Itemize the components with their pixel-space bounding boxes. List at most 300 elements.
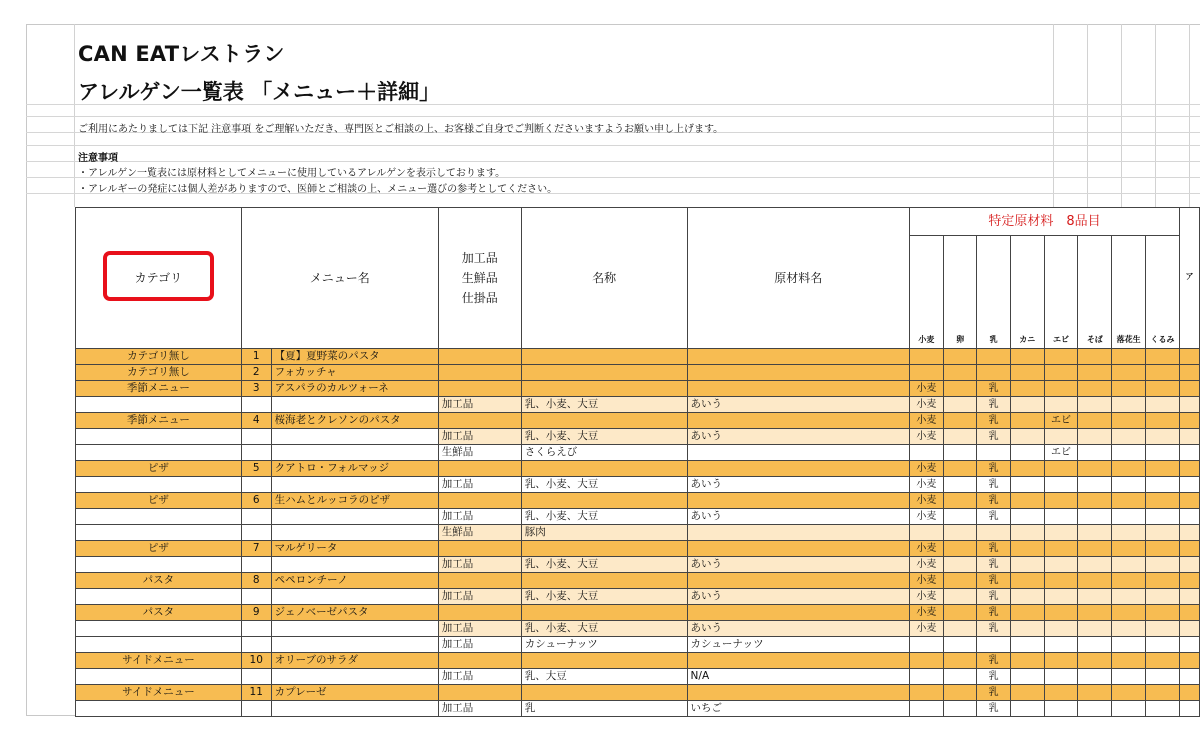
cell-name[interactable]: 乳、大豆 — [521, 669, 687, 685]
cell-allergen[interactable]: 乳 — [977, 477, 1011, 493]
cell-ingredients[interactable] — [687, 493, 909, 509]
cell-allergen[interactable] — [1010, 381, 1044, 397]
cell-type[interactable]: 加工品 — [438, 589, 521, 605]
menu-row[interactable] — [76, 605, 1200, 621]
cell-allergen[interactable] — [1146, 653, 1180, 669]
cell-allergen[interactable] — [977, 525, 1011, 541]
cell-allergen[interactable] — [1078, 381, 1112, 397]
cell-allergen[interactable] — [943, 637, 977, 653]
cell-allergen[interactable]: 乳 — [977, 685, 1011, 701]
cell-category[interactable]: ピザ — [76, 541, 242, 557]
cell-category[interactable] — [76, 637, 242, 653]
cell-category[interactable]: パスタ — [76, 573, 242, 589]
cell-ingredients[interactable]: あいう — [687, 477, 909, 493]
cell-allergen[interactable]: 小麦 — [909, 413, 943, 429]
cell-number[interactable]: 2 — [241, 365, 271, 381]
cell-allergen[interactable] — [977, 349, 1011, 365]
menu-row[interactable] — [76, 493, 1200, 509]
cell-allergen[interactable] — [1010, 477, 1044, 493]
cell-allergen[interactable]: 乳 — [977, 509, 1011, 525]
cell-allergen[interactable]: 乳 — [977, 429, 1011, 445]
cell-number[interactable] — [241, 397, 271, 413]
cell-ingredients[interactable] — [687, 525, 909, 541]
menu-row[interactable] — [76, 349, 1200, 365]
cell-allergen[interactable] — [943, 509, 977, 525]
cell-allergen[interactable] — [1010, 701, 1044, 717]
cell-allergen[interactable] — [943, 573, 977, 589]
cell-allergen[interactable] — [1112, 605, 1146, 621]
cell-allergen[interactable] — [1146, 461, 1180, 477]
cell-allergen[interactable] — [1146, 445, 1180, 461]
cell-allergen[interactable] — [977, 637, 1011, 653]
cell-allergen[interactable] — [1010, 621, 1044, 637]
cell-allergen[interactable]: 乳 — [977, 413, 1011, 429]
cell-name[interactable] — [521, 413, 687, 429]
cell-allergen[interactable] — [909, 525, 943, 541]
cell-cut-column[interactable] — [1180, 685, 1200, 701]
cell-allergen[interactable] — [1010, 605, 1044, 621]
cell-number[interactable]: 7 — [241, 541, 271, 557]
cell-allergen[interactable] — [1146, 573, 1180, 589]
ingredient-row[interactable] — [76, 621, 1200, 637]
cell-allergen[interactable] — [1010, 557, 1044, 573]
cell-menu-name[interactable] — [271, 589, 438, 605]
ingredient-row[interactable] — [76, 669, 1200, 685]
cell-allergen[interactable] — [1078, 541, 1112, 557]
cell-allergen[interactable] — [1112, 461, 1146, 477]
cell-allergen[interactable] — [1044, 349, 1078, 365]
cell-number[interactable] — [241, 525, 271, 541]
cell-allergen[interactable] — [943, 413, 977, 429]
cell-allergen[interactable] — [1146, 429, 1180, 445]
cell-ingredients[interactable]: あいう — [687, 397, 909, 413]
header-name[interactable]: 名称 — [521, 208, 687, 349]
cell-allergen[interactable] — [1146, 381, 1180, 397]
cell-allergen[interactable] — [1078, 493, 1112, 509]
cell-allergen[interactable] — [943, 493, 977, 509]
cell-allergen[interactable] — [1078, 701, 1112, 717]
cell-allergen[interactable] — [1146, 589, 1180, 605]
cell-category[interactable]: サイドメニュー — [76, 685, 242, 701]
cell-cut-column[interactable] — [1180, 605, 1200, 621]
cell-allergen[interactable]: 乳 — [977, 493, 1011, 509]
cell-cut-column[interactable] — [1180, 461, 1200, 477]
ingredient-row[interactable] — [76, 445, 1200, 461]
cell-cut-column[interactable] — [1180, 509, 1200, 525]
cell-allergen[interactable] — [1112, 413, 1146, 429]
cell-allergen[interactable] — [1010, 573, 1044, 589]
cell-allergen[interactable] — [1146, 621, 1180, 637]
cell-category[interactable]: 季節メニュー — [76, 413, 242, 429]
cell-number[interactable] — [241, 557, 271, 573]
menu-row[interactable] — [76, 541, 1200, 557]
cell-number[interactable]: 8 — [241, 573, 271, 589]
cell-cut-column[interactable] — [1180, 429, 1200, 445]
cell-name[interactable]: 乳、小麦、大豆 — [521, 397, 687, 413]
cell-ingredients[interactable]: あいう — [687, 509, 909, 525]
cell-category[interactable] — [76, 397, 242, 413]
cell-allergen[interactable] — [1010, 445, 1044, 461]
cell-allergen[interactable] — [1146, 605, 1180, 621]
cell-allergen[interactable] — [1078, 589, 1112, 605]
cell-allergen[interactable] — [1146, 493, 1180, 509]
cell-number[interactable]: 4 — [241, 413, 271, 429]
cell-category[interactable]: パスタ — [76, 605, 242, 621]
cell-name[interactable] — [521, 381, 687, 397]
cell-allergen[interactable] — [1044, 381, 1078, 397]
cell-type[interactable] — [438, 573, 521, 589]
cell-menu-name[interactable]: ジェノベーゼパスタ — [271, 605, 438, 621]
cell-category[interactable] — [76, 621, 242, 637]
cell-menu-name[interactable] — [271, 397, 438, 413]
cell-ingredients[interactable] — [687, 541, 909, 557]
cell-category[interactable]: 季節メニュー — [76, 381, 242, 397]
cell-allergen[interactable] — [1112, 701, 1146, 717]
cell-allergen[interactable] — [1146, 541, 1180, 557]
cell-cut-column[interactable] — [1180, 493, 1200, 509]
cell-allergen[interactable] — [909, 653, 943, 669]
cell-number[interactable]: 11 — [241, 685, 271, 701]
cell-allergen[interactable] — [1044, 669, 1078, 685]
cell-allergen[interactable] — [1146, 669, 1180, 685]
cell-number[interactable] — [241, 701, 271, 717]
cell-allergen[interactable] — [1112, 477, 1146, 493]
cell-allergen[interactable] — [1112, 685, 1146, 701]
cell-name[interactable]: 豚肉 — [521, 525, 687, 541]
cell-category[interactable]: ピザ — [76, 493, 242, 509]
menu-row[interactable] — [76, 653, 1200, 669]
cell-allergen[interactable] — [1078, 365, 1112, 381]
cell-menu-name[interactable]: マルゲリータ — [271, 541, 438, 557]
header-menu-name[interactable]: メニュー名 — [241, 208, 438, 349]
cell-name[interactable]: 乳 — [521, 701, 687, 717]
cell-menu-name[interactable]: ペペロンチーノ — [271, 573, 438, 589]
cell-allergen[interactable] — [1146, 509, 1180, 525]
cell-allergen[interactable]: 乳 — [977, 701, 1011, 717]
cell-ingredients[interactable] — [687, 413, 909, 429]
cell-number[interactable] — [241, 669, 271, 685]
cell-cut-column[interactable] — [1180, 573, 1200, 589]
cell-allergen[interactable]: 乳 — [977, 669, 1011, 685]
cell-allergen[interactable]: 乳 — [977, 397, 1011, 413]
cell-allergen[interactable]: 乳 — [977, 557, 1011, 573]
cell-allergen[interactable]: 乳 — [977, 589, 1011, 605]
cell-ingredients[interactable] — [687, 573, 909, 589]
cell-menu-name[interactable]: アスパラのカルツォーネ — [271, 381, 438, 397]
cell-ingredients[interactable] — [687, 381, 909, 397]
cell-cut-column[interactable] — [1180, 557, 1200, 573]
cell-cut-column[interactable] — [1180, 637, 1200, 653]
cell-cut-column[interactable] — [1180, 669, 1200, 685]
cell-cut-column[interactable] — [1180, 477, 1200, 493]
cell-allergen[interactable] — [1112, 637, 1146, 653]
cell-number[interactable] — [241, 445, 271, 461]
cell-allergen[interactable]: 小麦 — [909, 589, 943, 605]
cell-menu-name[interactable] — [271, 525, 438, 541]
cell-allergen[interactable] — [1112, 429, 1146, 445]
cell-cut-column[interactable] — [1180, 413, 1200, 429]
cell-allergen[interactable]: 乳 — [977, 605, 1011, 621]
cell-allergen[interactable] — [1078, 445, 1112, 461]
cell-allergen[interactable] — [1044, 589, 1078, 605]
cell-allergen[interactable] — [1044, 605, 1078, 621]
cell-category[interactable] — [76, 429, 242, 445]
cell-allergen[interactable] — [943, 429, 977, 445]
cell-category[interactable] — [76, 477, 242, 493]
cell-number[interactable] — [241, 477, 271, 493]
cell-menu-name[interactable] — [271, 509, 438, 525]
cell-name[interactable] — [521, 685, 687, 701]
cell-category[interactable] — [76, 509, 242, 525]
cell-name[interactable]: 乳、小麦、大豆 — [521, 557, 687, 573]
cell-allergen[interactable] — [1010, 669, 1044, 685]
cell-allergen[interactable] — [1078, 653, 1112, 669]
cell-type[interactable]: 加工品 — [438, 621, 521, 637]
cell-type[interactable] — [438, 685, 521, 701]
cell-type[interactable]: 加工品 — [438, 477, 521, 493]
cell-allergen[interactable] — [943, 653, 977, 669]
cell-number[interactable] — [241, 509, 271, 525]
cell-allergen[interactable] — [1044, 653, 1078, 669]
cell-type[interactable]: 加工品 — [438, 637, 521, 653]
cell-type[interactable] — [438, 461, 521, 477]
cell-allergen[interactable]: 小麦 — [909, 509, 943, 525]
cell-cut-column[interactable] — [1180, 653, 1200, 669]
cell-allergen[interactable] — [1146, 365, 1180, 381]
cell-menu-name[interactable] — [271, 637, 438, 653]
menu-row[interactable] — [76, 685, 1200, 701]
cell-allergen[interactable] — [1078, 685, 1112, 701]
cell-ingredients[interactable]: あいう — [687, 429, 909, 445]
cell-name[interactable]: さくらえび — [521, 445, 687, 461]
cell-ingredients[interactable] — [687, 365, 909, 381]
cell-allergen[interactable] — [1146, 557, 1180, 573]
cell-allergen[interactable] — [1078, 349, 1112, 365]
cell-menu-name[interactable]: 生ハムとルッコラのピザ — [271, 493, 438, 509]
cell-allergen[interactable] — [1112, 541, 1146, 557]
cell-type[interactable] — [438, 605, 521, 621]
cell-allergen[interactable]: 乳 — [977, 621, 1011, 637]
cell-menu-name[interactable] — [271, 701, 438, 717]
cell-allergen[interactable]: 小麦 — [909, 493, 943, 509]
cell-allergen[interactable]: 小麦 — [909, 557, 943, 573]
cell-allergen[interactable] — [1078, 669, 1112, 685]
ingredient-row[interactable] — [76, 397, 1200, 413]
cell-allergen[interactable] — [943, 477, 977, 493]
cell-allergen[interactable] — [1044, 365, 1078, 381]
cell-number[interactable] — [241, 621, 271, 637]
cell-allergen[interactable]: 乳 — [977, 573, 1011, 589]
cell-category[interactable]: カテゴリ無し — [76, 349, 242, 365]
ingredient-row[interactable] — [76, 701, 1200, 717]
cell-allergen[interactable] — [1010, 461, 1044, 477]
cell-allergen[interactable]: 乳 — [977, 653, 1011, 669]
cell-menu-name[interactable]: カプレーゼ — [271, 685, 438, 701]
cell-category[interactable]: サイドメニュー — [76, 653, 242, 669]
cell-allergen[interactable]: 乳 — [977, 381, 1011, 397]
cell-name[interactable]: 乳、小麦、大豆 — [521, 477, 687, 493]
cell-allergen[interactable] — [1112, 653, 1146, 669]
cell-allergen[interactable] — [1112, 493, 1146, 509]
cell-number[interactable]: 6 — [241, 493, 271, 509]
cell-ingredients[interactable] — [687, 349, 909, 365]
cell-allergen[interactable] — [1078, 573, 1112, 589]
cell-number[interactable] — [241, 429, 271, 445]
cell-allergen[interactable] — [943, 381, 977, 397]
cell-allergen[interactable] — [1112, 525, 1146, 541]
cell-cut-column[interactable] — [1180, 541, 1200, 557]
cell-category[interactable] — [76, 557, 242, 573]
cell-menu-name[interactable] — [271, 445, 438, 461]
cell-allergen[interactable] — [1112, 621, 1146, 637]
cell-cut-column[interactable] — [1180, 525, 1200, 541]
cell-allergen[interactable]: 小麦 — [909, 541, 943, 557]
cell-allergen[interactable]: エビ — [1044, 445, 1078, 461]
cell-type[interactable]: 加工品 — [438, 669, 521, 685]
cell-cut-column[interactable] — [1180, 365, 1200, 381]
cell-name[interactable] — [521, 461, 687, 477]
ingredient-row[interactable] — [76, 429, 1200, 445]
cell-type[interactable] — [438, 541, 521, 557]
cell-name[interactable] — [521, 365, 687, 381]
cell-ingredients[interactable]: あいう — [687, 589, 909, 605]
cell-name[interactable]: カシューナッツ — [521, 637, 687, 653]
cell-menu-name[interactable]: 【夏】夏野菜のパスタ — [271, 349, 438, 365]
menu-row[interactable] — [76, 413, 1200, 429]
cell-name[interactable] — [521, 541, 687, 557]
cell-allergen[interactable] — [1010, 365, 1044, 381]
cell-allergen[interactable] — [1078, 637, 1112, 653]
cell-allergen[interactable] — [1044, 509, 1078, 525]
cell-category[interactable] — [76, 589, 242, 605]
cell-allergen[interactable] — [943, 685, 977, 701]
cell-name[interactable]: 乳、小麦、大豆 — [521, 589, 687, 605]
cell-type[interactable]: 加工品 — [438, 429, 521, 445]
cell-allergen[interactable]: 小麦 — [909, 477, 943, 493]
cell-allergen[interactable] — [977, 445, 1011, 461]
cell-allergen[interactable] — [1112, 573, 1146, 589]
cell-ingredients[interactable]: あいう — [687, 557, 909, 573]
cell-allergen[interactable] — [943, 397, 977, 413]
cell-allergen[interactable] — [1112, 509, 1146, 525]
cell-name[interactable] — [521, 653, 687, 669]
cell-allergen[interactable] — [977, 365, 1011, 381]
cell-allergen[interactable] — [1078, 461, 1112, 477]
cell-allergen[interactable] — [1044, 621, 1078, 637]
cell-allergen[interactable]: 小麦 — [909, 621, 943, 637]
cell-allergen[interactable]: 小麦 — [909, 461, 943, 477]
cell-cut-column[interactable] — [1180, 349, 1200, 365]
cell-type[interactable]: 加工品 — [438, 557, 521, 573]
menu-row[interactable] — [76, 461, 1200, 477]
cell-allergen[interactable] — [1010, 589, 1044, 605]
cell-name[interactable] — [521, 349, 687, 365]
cell-allergen[interactable] — [1112, 669, 1146, 685]
cell-allergen[interactable] — [1044, 541, 1078, 557]
cell-ingredients[interactable] — [687, 461, 909, 477]
cell-allergen[interactable] — [1078, 509, 1112, 525]
cell-allergen[interactable] — [1112, 349, 1146, 365]
cell-allergen[interactable] — [943, 461, 977, 477]
cell-cut-column[interactable] — [1180, 621, 1200, 637]
cell-allergen[interactable] — [1078, 621, 1112, 637]
cell-allergen[interactable] — [909, 685, 943, 701]
cell-allergen[interactable] — [909, 365, 943, 381]
cell-allergen[interactable] — [1112, 445, 1146, 461]
cell-menu-name[interactable] — [271, 621, 438, 637]
cell-allergen[interactable] — [1044, 461, 1078, 477]
cell-allergen[interactable] — [943, 669, 977, 685]
cell-allergen[interactable] — [1044, 685, 1078, 701]
cell-allergen[interactable]: 小麦 — [909, 605, 943, 621]
cell-allergen[interactable] — [1112, 365, 1146, 381]
cell-allergen[interactable]: 乳 — [977, 461, 1011, 477]
cell-allergen[interactable] — [1010, 493, 1044, 509]
cell-category[interactable] — [76, 525, 242, 541]
cell-allergen[interactable] — [1146, 413, 1180, 429]
cell-name[interactable] — [521, 493, 687, 509]
cell-allergen[interactable] — [943, 445, 977, 461]
cell-type[interactable]: 加工品 — [438, 701, 521, 717]
cell-menu-name[interactable] — [271, 429, 438, 445]
cell-allergen[interactable] — [909, 669, 943, 685]
cell-allergen[interactable] — [943, 605, 977, 621]
cell-allergen[interactable] — [909, 445, 943, 461]
cell-allergen[interactable] — [909, 637, 943, 653]
cell-ingredients[interactable] — [687, 605, 909, 621]
cell-menu-name[interactable] — [271, 477, 438, 493]
cell-allergen[interactable] — [1078, 397, 1112, 413]
cell-number[interactable] — [241, 589, 271, 605]
menu-row[interactable] — [76, 381, 1200, 397]
cell-cut-column[interactable] — [1180, 397, 1200, 413]
cell-category[interactable]: ピザ — [76, 461, 242, 477]
cell-allergen[interactable] — [1044, 397, 1078, 413]
cell-name[interactable] — [521, 605, 687, 621]
cell-cut-column[interactable] — [1180, 445, 1200, 461]
cell-name[interactable]: 乳、小麦、大豆 — [521, 621, 687, 637]
cell-allergen[interactable] — [1044, 429, 1078, 445]
cell-allergen[interactable] — [1078, 605, 1112, 621]
ingredient-row[interactable] — [76, 557, 1200, 573]
cell-allergen[interactable] — [1146, 477, 1180, 493]
cell-allergen[interactable] — [1010, 637, 1044, 653]
cell-allergen[interactable] — [1078, 525, 1112, 541]
cell-ingredients[interactable]: N/A — [687, 669, 909, 685]
cell-category[interactable] — [76, 445, 242, 461]
cell-type[interactable] — [438, 413, 521, 429]
cell-allergen[interactable] — [1010, 541, 1044, 557]
cell-allergen[interactable]: 小麦 — [909, 573, 943, 589]
cell-allergen[interactable] — [1010, 397, 1044, 413]
cell-allergen[interactable] — [1010, 653, 1044, 669]
cell-number[interactable]: 5 — [241, 461, 271, 477]
cell-allergen[interactable] — [943, 621, 977, 637]
cell-allergen[interactable] — [943, 701, 977, 717]
cell-type[interactable]: 加工品 — [438, 509, 521, 525]
cell-ingredients[interactable] — [687, 685, 909, 701]
cell-type[interactable] — [438, 381, 521, 397]
cell-name[interactable]: 乳、小麦、大豆 — [521, 429, 687, 445]
cell-cut-column[interactable] — [1180, 701, 1200, 717]
cell-allergen[interactable] — [909, 701, 943, 717]
cell-menu-name[interactable] — [271, 557, 438, 573]
cell-ingredients[interactable]: あいう — [687, 621, 909, 637]
cell-allergen[interactable] — [1078, 557, 1112, 573]
cell-number[interactable]: 1 — [241, 349, 271, 365]
cell-allergen[interactable] — [1112, 557, 1146, 573]
cell-allergen[interactable] — [909, 349, 943, 365]
